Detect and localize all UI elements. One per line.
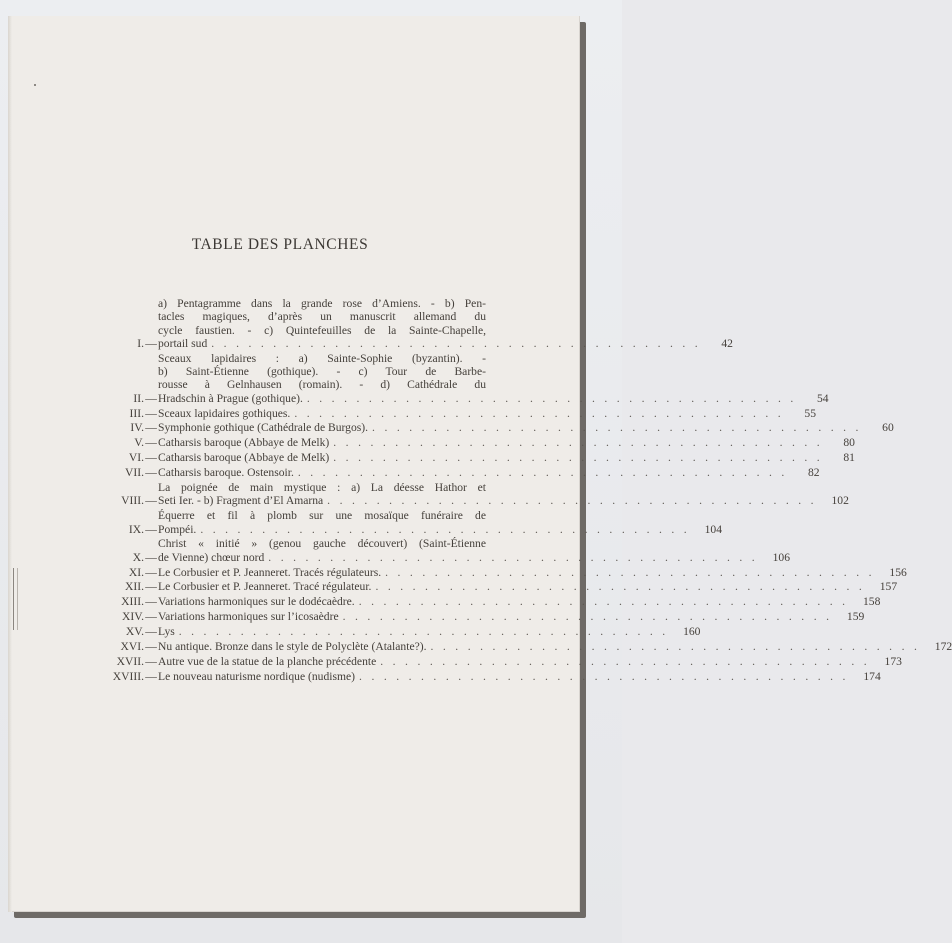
description-line: Catharsis baroque. Ostensoir. <box>158 466 294 480</box>
page-number: 54 <box>816 391 829 405</box>
em-dash: — <box>145 654 157 668</box>
plate-entry <box>106 669 881 683</box>
em-dash: — <box>145 669 157 683</box>
description-line: Le Corbusier et P. Jeanneret. Tracé régulateur. <box>158 580 372 594</box>
plate-description <box>158 654 902 668</box>
plate-number: XV. <box>125 625 144 639</box>
page-gutter <box>8 16 12 912</box>
plate-entry <box>106 481 849 508</box>
plate-entry <box>106 565 907 579</box>
description-last-line <box>158 436 855 450</box>
plate-entry <box>106 436 855 450</box>
description-line: Pompéi. <box>158 522 197 536</box>
description-line: Équerre et fil à plomb sur une mosaïque funéraire de <box>158 509 486 523</box>
dot-leader: . . . . . . . . . . . . . . . . . . . . . . . . . . . . . . . . . . . . . . . . <box>430 640 921 654</box>
plate-description <box>158 421 894 435</box>
page-number: 42 <box>721 336 733 350</box>
page-number: 81 <box>843 451 855 465</box>
em-dash: — <box>145 640 157 654</box>
plate-description <box>158 537 790 564</box>
page-number: 174 <box>863 669 881 683</box>
page-number: 80 <box>843 436 855 450</box>
page-number: 172 <box>934 640 952 654</box>
page-number: 157 <box>879 580 898 594</box>
page-number: 104 <box>704 522 723 536</box>
plate-number: VI. <box>128 451 144 465</box>
dot-leader: . . . . . . . . . . . . . . . . . . . . . . . . . . . . . . . . . . . . . . . . <box>358 595 849 609</box>
page-number: 102 <box>831 494 849 508</box>
table-of-plates <box>106 297 952 685</box>
dot-leader: . . . . . . . . . . . . . . . . . . . . . . . . . . . . . . . . . . . . . . . . <box>385 565 875 579</box>
plate-description <box>158 640 952 654</box>
dot-leader: . . . . . . . . . . . . . . . . . . . . . . . . . . . . . . . . . . . . . . . . <box>294 406 785 420</box>
description-last-line <box>158 466 820 480</box>
em-dash: — <box>145 580 157 594</box>
description-last-line <box>158 522 723 536</box>
description-line: Variations harmoniques sur l’icosaèdre <box>158 610 339 624</box>
plate-number: IX. <box>128 522 144 536</box>
description-line: Seti Ier. - b) Fragment d’El Amarna <box>158 494 324 508</box>
page-number: 60 <box>882 421 894 435</box>
em-dash: — <box>145 391 157 405</box>
em-dash: — <box>145 406 157 420</box>
plate-entry <box>106 654 902 668</box>
description-line: de Vienne) chœur nord <box>158 550 265 564</box>
plate-entry <box>106 297 733 350</box>
description-line: Catharsis baroque (Abbaye de Melk) <box>158 436 330 450</box>
dot-leader: . . . . . . . . . . . . . . . . . . . . . . . . . . . . . . . . . . . . . . . . <box>297 466 788 480</box>
em-dash: — <box>145 610 157 624</box>
dot-leader: . . . . . . . . . . . . . . . . . . . . . . . . . . . . . . . . . . . . . . . . <box>380 654 870 668</box>
page-number: 158 <box>863 595 881 609</box>
description-line: Sceaux lapidaires : a) Sainte-Sophie (byzantin). - <box>158 351 486 365</box>
plate-description <box>158 610 865 624</box>
description-line: Autre vue de la statue de la planche précédente <box>158 654 377 668</box>
page-number: 160 <box>683 625 701 639</box>
description-line: Lys <box>158 625 175 639</box>
description-last-line <box>158 625 701 639</box>
plate-entry <box>106 406 817 420</box>
plate-entry <box>106 351 829 405</box>
dot-leader: . . . . . . . . . . . . . . . . . . . . . . . . . . . . . . . . . . . . . . . . <box>211 336 701 350</box>
dot-leader: . . . . . . . . . . . . . . . . . . . . . . . . . . . . . . . . . . . . . . . . <box>327 494 817 508</box>
description-line: Sceaux lapidaires gothiques. <box>158 406 291 420</box>
plate-entry <box>106 509 723 536</box>
dot-leader: . . . . . . . . . . . . . . . . . . . . . . . . . . . . . . . . . . . . . . . . <box>333 451 823 465</box>
plate-entry <box>106 580 898 594</box>
em-dash: — <box>145 565 157 579</box>
plate-description <box>158 481 849 508</box>
description-last-line <box>158 421 894 435</box>
description-last-line <box>158 595 881 609</box>
description-line: Catharsis baroque (Abbaye de Melk) <box>158 451 330 465</box>
page-number: 156 <box>889 565 907 579</box>
dot-leader: . . . . . . . . . . . . . . . . . . . . . . . . . . . . . . . . . . . . . . . . <box>359 669 849 683</box>
description-last-line <box>158 391 829 405</box>
description-last-line <box>158 669 881 683</box>
em-dash: — <box>145 625 157 639</box>
plate-entry <box>106 625 701 639</box>
description-line: Le Corbusier et P. Jeanneret. Tracés régulateurs. <box>158 565 382 579</box>
description-line: Hradschin à Prague (gothique). <box>158 391 303 405</box>
plate-number: XIII. <box>121 595 144 609</box>
plate-number: X. <box>132 550 144 564</box>
plate-entry <box>106 421 894 435</box>
plate-number: II. <box>133 391 144 405</box>
description-line: Symphonie gothique (Cathédrale de Burgos). <box>158 421 369 435</box>
plate-description <box>158 509 723 536</box>
plate-entry <box>106 537 790 564</box>
description-last-line <box>158 550 790 564</box>
dot-leader: . . . . . . . . . . . . . . . . . . . . . . . . . . . . . . . . . . . . . . . . <box>372 421 862 435</box>
plate-description <box>158 466 820 480</box>
plate-description <box>158 625 701 639</box>
plate-number: V. <box>134 436 144 450</box>
description-last-line <box>158 640 952 654</box>
binding-mark <box>13 568 18 630</box>
dot-leader: . . . . . . . . . . . . . . . . . . . . . . . . . . . . . . . . . . . . . . . . <box>333 436 823 450</box>
em-dash: — <box>145 421 157 435</box>
description-line: La poignée de main mystique : a) La déesse Hathor et <box>158 481 486 495</box>
plate-number: VIII. <box>121 494 144 508</box>
dot-leader: . . . . . . . . . . . . . . . . . . . . . . . . . . . . . . . . . . . . . . . . <box>306 391 797 405</box>
page-number: 106 <box>772 550 790 564</box>
em-dash: — <box>145 494 157 508</box>
plate-description <box>158 595 881 609</box>
description-line: rousse à Gelnhausen (romain). - d) Cathédrale du <box>158 378 486 392</box>
dot-leader: . . . . . . . . . . . . . . . . . . . . . . . . . . . . . . . . . . . . . . . . <box>178 625 669 639</box>
em-dash: — <box>145 336 157 350</box>
plate-entry <box>106 595 881 609</box>
description-line: portail sud <box>158 336 208 350</box>
dot-leader: . . . . . . . . . . . . . . . . . . . . . . . . . . . . . . . . . . . . . . . . <box>268 550 758 564</box>
description-line: b) Saint-Étienne (gothique). - c) Tour de Barbe- <box>158 365 486 379</box>
em-dash: — <box>145 522 157 536</box>
em-dash: — <box>145 595 157 609</box>
plate-entry <box>106 640 952 654</box>
plate-number: VII. <box>125 466 144 480</box>
em-dash: — <box>145 451 157 465</box>
page-number: 159 <box>846 610 865 624</box>
plate-number: XVI. <box>120 640 144 654</box>
plate-description <box>158 451 855 465</box>
page-number: 82 <box>807 466 820 480</box>
dot-leader: . . . . . . . . . . . . . . . . . . . . . . . . . . . . . . . . . . . . . . . . <box>375 580 866 594</box>
page-number: 173 <box>884 654 902 668</box>
description-last-line <box>158 654 902 668</box>
description-last-line <box>158 610 865 624</box>
plate-entry <box>106 451 855 465</box>
page-number: 55 <box>804 406 817 420</box>
em-dash: — <box>145 550 157 564</box>
plate-description <box>158 406 817 420</box>
description-line: Variations harmoniques sur le dodécaèdre. <box>158 595 355 609</box>
plate-description <box>158 297 733 350</box>
plate-description <box>158 669 881 683</box>
description-last-line <box>158 565 907 579</box>
plate-description <box>158 436 855 450</box>
description-last-line <box>158 580 898 594</box>
plate-number: I. <box>137 336 144 350</box>
description-line: Christ « initié » (genou gauche découvert) (Saint-Étienne <box>158 537 486 551</box>
description-line: cycle faustien. - c) Quintefeuilles de la Sainte-Chapelle, <box>158 323 486 337</box>
description-line: Nu antique. Bronze dans le style de Polyclète (Atalante?). <box>158 640 427 654</box>
description-line: a) Pentagramme dans la grande rose d’Amiens. - b) Pen- <box>158 297 486 310</box>
plate-number: XIV. <box>121 610 144 624</box>
plate-number: XVIII. <box>112 669 144 683</box>
description-last-line <box>158 336 733 350</box>
plate-number: XI. <box>128 565 144 579</box>
plate-number: XII. <box>125 580 144 594</box>
plate-number: IV. <box>130 421 144 435</box>
plate-entry <box>106 610 865 624</box>
ink-dot <box>34 84 36 86</box>
plate-description <box>158 565 907 579</box>
plate-number: III. <box>129 406 144 420</box>
plate-description <box>158 580 898 594</box>
page-title: TABLE DES PLANCHES <box>191 236 369 253</box>
em-dash: — <box>145 436 157 450</box>
description-last-line <box>158 406 817 420</box>
dot-leader: . . . . . . . . . . . . . . . . . . . . . . . . . . . . . . . . . . . . . . . . <box>342 610 833 624</box>
plate-entry <box>106 466 820 480</box>
plate-number: XVII. <box>116 654 144 668</box>
description-last-line <box>158 494 849 508</box>
plate-description <box>158 351 829 405</box>
dot-leader: . . . . . . . . . . . . . . . . . . . . . . . . . . . . . . . . . . . . . . . . <box>200 522 691 536</box>
description-line: tacles magiques, d’après un manuscrit allemand du <box>158 310 486 324</box>
description-line: Le nouveau naturisme nordique (nudisme) <box>158 669 356 683</box>
em-dash: — <box>145 466 157 480</box>
description-last-line <box>158 451 855 465</box>
